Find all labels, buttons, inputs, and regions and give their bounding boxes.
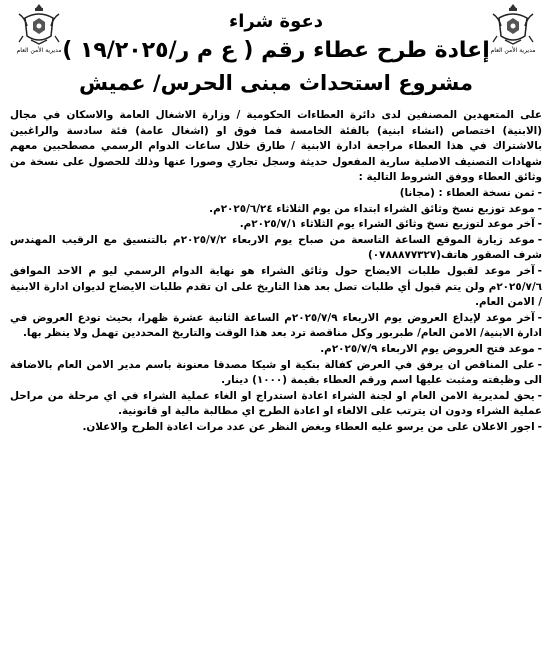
tender-number-line: إعادة طرح عطاء رقم ( ع م ر/١٩/٢٠٢٥ ): [62, 38, 490, 63]
public-security-emblem-right: [482, 2, 544, 64]
condition-item: -آخر موعد لقبول طلبات الايضاح حول وثائق الشراء هو نهاية الدوام الرسمي ليو م الاحد الموافق ٢٠٢٥/٧/٦م ولن يتم قبول أي طلبات تصل بعد هذا التاريخ على ان تقدم طلبات الايضاح لديوان ادارة الابنية / الامن العام.: [10, 264, 542, 309]
condition-text: موعد فتح العروض يوم الاربعاء ٢٠٢٥/٧/٩م.: [320, 342, 535, 355]
condition-text: موعد زيارة الموقع الساعة التاسعة من صباح يوم الاربعاء ٢٠٢٥/٧/٢م بالتنسيق مع الرقيب المهندس شرف الصقور هاتف(٠٧٨٨٨٧٧٣٢٧): [10, 233, 542, 262]
intro-paragraph: على المتعهدين المصنفين لدى دائرة العطاءات الحكومية / وزارة الاشغال العامة والاسكان في مجال (الابنية) اختصاص (انشاء ابنية) بالفئة الخامسة فما فوق او (اشغال عامة) فئة سادسة والراغبين بالاشتراك في هذا العطاء مراجعة ادارة الابنية / طارق خلال ساعات الدوام الرسمي مصطحبين معهم شهادات التصنيف الاصلية سارية المفعول حديثة وسجل تجاري وصورا عنها وذلك للحصول على نسخة من وثائق العطاء ووفق الشروط التالية :: [10, 109, 542, 184]
condition-item: -على المناقص ان يرفق في العرض كفالة بنكية او شيكا مصدقا معنونة باسم مدير الامن العام بالاضافة الى وظيفته ومثبت عليها اسم ورقم العطاء بقيمة (١٠٠٠) دينار.: [10, 358, 542, 387]
condition-item: -يحق لمديرية الامن العام او لجنة الشراء اعادة استدراج او الغاء عملية الشراء في اي مرحلة من مراحل عملية الشراء ودون ان يترتب على الالغاء او اعادة الطرح اي مطالبة مالية او قانونية.: [10, 389, 542, 418]
condition-item: -آخر موعد لإيداع العروض يوم الاربعاء ٢٠٢٥/٧/٩م الساعة الثانية عشرة ظهرا، بحيث تودع العروض في ادارة الابنية/ الامن العام/ طبربور وكل مناقصة ترد بعد هذا الوقت والتاريخ المحددين تهمل ولا ينظر بها.: [10, 311, 542, 340]
emblem-caption-right: مديرية الأمن العام: [490, 47, 536, 54]
condition-item: -موعد توزيع نسخ وثائق الشراء ابتداء من يوم الثلاثاء ٢٠٢٥/٦/٢٤م.: [209, 202, 542, 215]
condition-text: موعد توزيع نسخ وثائق الشراء ابتداء من يوم الثلاثاء ٢٠٢٥/٦/٢٤م.: [209, 202, 535, 215]
crest-icon: [15, 2, 63, 46]
condition-text: ثمن نسخة العطاء : (مجانا): [399, 186, 535, 199]
condition-text: يحق لمديرية الامن العام او لجنة الشراء اعادة استدراج او الغاء عملية الشراء في اي مرحلة من مراحل عملية الشراء ودون ان يترتب على الالغاء او اعادة الطرح اي مطالبة مالية او قانونية.: [10, 389, 542, 418]
condition-item: -اجور الاعلان على من يرسو عليه العطاء وبغض النظر عن عدد مرات اعادة الطرح والاعلان.: [82, 420, 542, 433]
notice-title: دعوة شراء: [229, 11, 323, 32]
condition-item: -موعد فتح العروض يوم الاربعاء ٢٠٢٥/٧/٩م.: [320, 342, 542, 355]
condition-text: آخر موعد لتوزيع نسخ وثائق الشراء يوم الثلاثاء ٢٠٢٥/٧/١م.: [239, 218, 535, 231]
notice-body: [10, 108, 542, 435]
notice-header: [10, 10, 542, 98]
condition-text: اجور الاعلان على من يرسو عليه العطاء وبغض النظر عن عدد مرات اعادة الطرح والاعلان.: [82, 420, 535, 433]
condition-item: -موعد زيارة الموقع الساعة التاسعة من صباح يوم الاربعاء ٢٠٢٥/٧/٢م بالتنسيق مع الرقيب المهندس شرف الصقور هاتف(٠٧٨٨٨٧٧٣٢٧): [10, 233, 543, 262]
condition-item: -آخر موعد لتوزيع نسخ وثائق الشراء يوم الثلاثاء ٢٠٢٥/٧/١م.: [239, 218, 542, 231]
condition-text: آخر موعد لقبول طلبات الايضاح حول وثائق الشراء هو نهاية الدوام الرسمي ليو م الاحد الموافق ٢٠٢٥/٧/٦م ولن يتم قبول أي طلبات تصل بعد هذا التاريخ على ان تقدم طلبات الايضاح لديوان ادارة الابنية / الامن العام.: [10, 264, 542, 309]
condition-text: على المناقص ان يرفق في العرض كفالة بنكية او شيكا مصدقا معنونة باسم مدير الامن العام بالاضافة الى وظيفته ومثبت عليها اسم ورقم العطاء بقيمة (١٠٠٠) دينار.: [10, 358, 542, 387]
condition-item: -ثمن نسخة العطاء : (مجانا): [399, 186, 542, 199]
condition-text: آخر موعد لإيداع العروض يوم الاربعاء ٢٠٢٥/٧/٩م الساعة الثانية عشرة ظهرا، بحيث تودع العروض في ادارة الابنية/ الامن العام/ طبربور وكل مناقصة ترد بعد هذا الوقت والتاريخ المحددين تهمل ولا ينظر بها.: [10, 311, 542, 340]
emblem-caption-left: مديرية الأمن العام: [16, 47, 62, 54]
public-security-emblem-left: [8, 2, 70, 64]
project-name-line: مشروع استحداث مبنى الحرس/ عميش: [78, 71, 474, 95]
crest-icon: [489, 2, 537, 46]
